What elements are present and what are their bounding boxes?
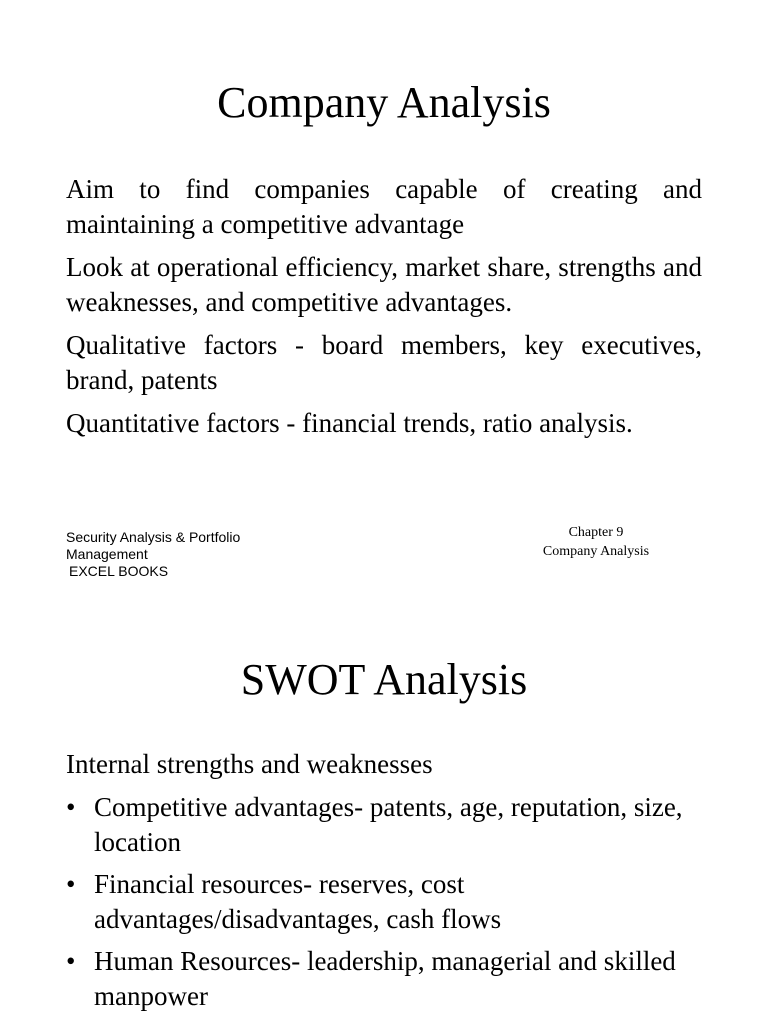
footer-book-name: Security Analysis & Portfolio Management — [66, 529, 241, 562]
bullet-text: Financial resources- reserves, cost advantages/disadvantages, cash flows — [94, 869, 502, 934]
footer-chapter — [496, 523, 696, 561]
paragraph: Look at operational efficiency, market share, strengths and weaknesses, and competitive advantages. — [66, 252, 702, 317]
bullet-icon: • — [66, 946, 76, 976]
footer-chapter-number: Chapter 9 — [568, 525, 624, 540]
bullet-item — [66, 944, 706, 1014]
intro-text: Internal strengths and weaknesses — [66, 749, 433, 779]
bullet-list — [66, 790, 706, 1021]
footer-book-title — [66, 529, 296, 578]
slide-title: Company Analysis — [217, 78, 551, 127]
paragraph-list — [66, 172, 702, 449]
slide-title: SWOT Analysis — [240, 655, 528, 704]
bullet-item — [66, 867, 706, 937]
bullet-icon: • — [66, 792, 76, 822]
slide-swot-analysis — [0, 578, 768, 1024]
bullet-item — [66, 790, 706, 860]
bullet-text: Competitive advantages- patents, age, reputation, size, location — [94, 792, 683, 857]
footer-chapter-title: Company Analysis — [542, 544, 650, 559]
footer-publisher: EXCEL BOOKS — [69, 563, 169, 578]
bullet-text: Human Resources- leadership, managerial and skilled manpower — [94, 946, 676, 1011]
paragraph: Quantitative factors - financial trends, ratio analysis. — [66, 408, 633, 438]
bullet-icon: • — [66, 869, 76, 899]
paragraph: Aim to find companies capable of creating and maintaining a competitive advantage — [66, 174, 702, 239]
paragraph: Qualitative factors - board members, key executives, brand, patents — [66, 330, 702, 395]
